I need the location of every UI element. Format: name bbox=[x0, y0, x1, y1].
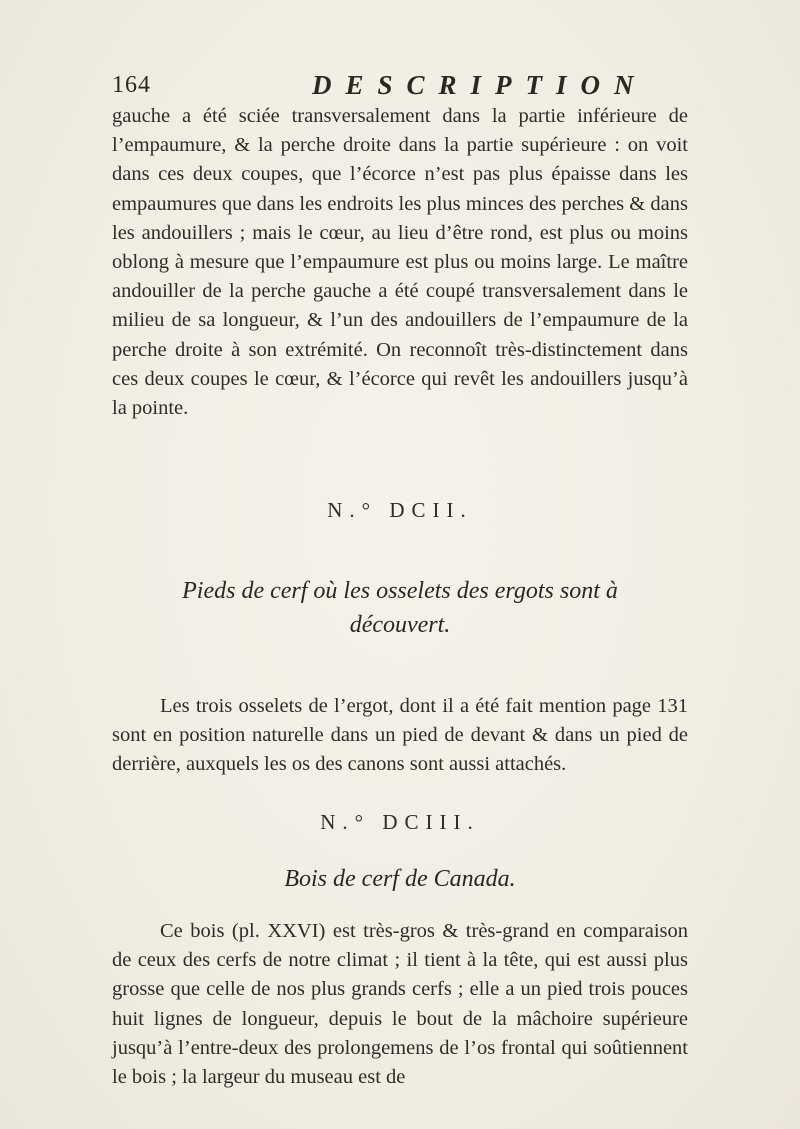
page-number: 164 bbox=[112, 72, 151, 98]
paragraph-antler-sections: gauche a été sciée transversalement dans la partie inférieure de l’empaumure, & la perche droite dans la partie supérieure : on voit dans ces deux coupes, que l’écorce n’est pas plus épaisse dans les empaumures que dans les endroits les plus minces des perches & dans les andouillers ; mais le cœur, au lieu d’être rond, est plus ou moins oblong à mesure que l’empaumure est plus ou moins large. Le maître andouiller de la perche gauche a été coupé transversalement dans le milieu de sa longueur, & l’un des andouillers de l’empaumure de la perche droite à son extrémité. On reconnoît très-distinctement dans ces deux coupes le cœur, & l’écorce qui revêt les andouillers jusqu’à la pointe. bbox=[112, 105, 688, 420]
entry-title-line: découvert. bbox=[349, 612, 451, 638]
paragraph-osselets: Les trois osselets de l’ergot, dont il a été fait mention page 131 sont en position naturelle dans un pied de devant & dans un pied de derrière, auxquels les os des canons sont aussi attachés. bbox=[112, 695, 688, 776]
paragraph-canada-antlers: Ce bois (pl. XXVI) est très-gros & très-grand en comparaison de ceux des cerfs de notre climat ; il tient à la tête, qui est aussi plus grosse que celle de nos plus grands cerfs ; elle a un pied trois pouces huit lignes de longueur, depuis le bout de la mâchoire supérieure jusqu’à l’entre-deux des prolongemens de l’os frontal qui soûtiennent le bois ; la largeur du museau est de bbox=[112, 920, 688, 1089]
entry-title-dcii bbox=[112, 574, 688, 642]
entry-number-dciii: N.° DCIII. bbox=[320, 810, 480, 834]
entry-number-dcii: N.° DCII. bbox=[327, 498, 473, 522]
entry-title-line: Pieds de cerf où les osselets des ergots sont à bbox=[182, 578, 618, 604]
page-header bbox=[112, 70, 712, 106]
entry-title-dciii: Bois de cerf de Canada. bbox=[284, 866, 516, 892]
running-head: DESCRIPTION bbox=[312, 70, 648, 100]
